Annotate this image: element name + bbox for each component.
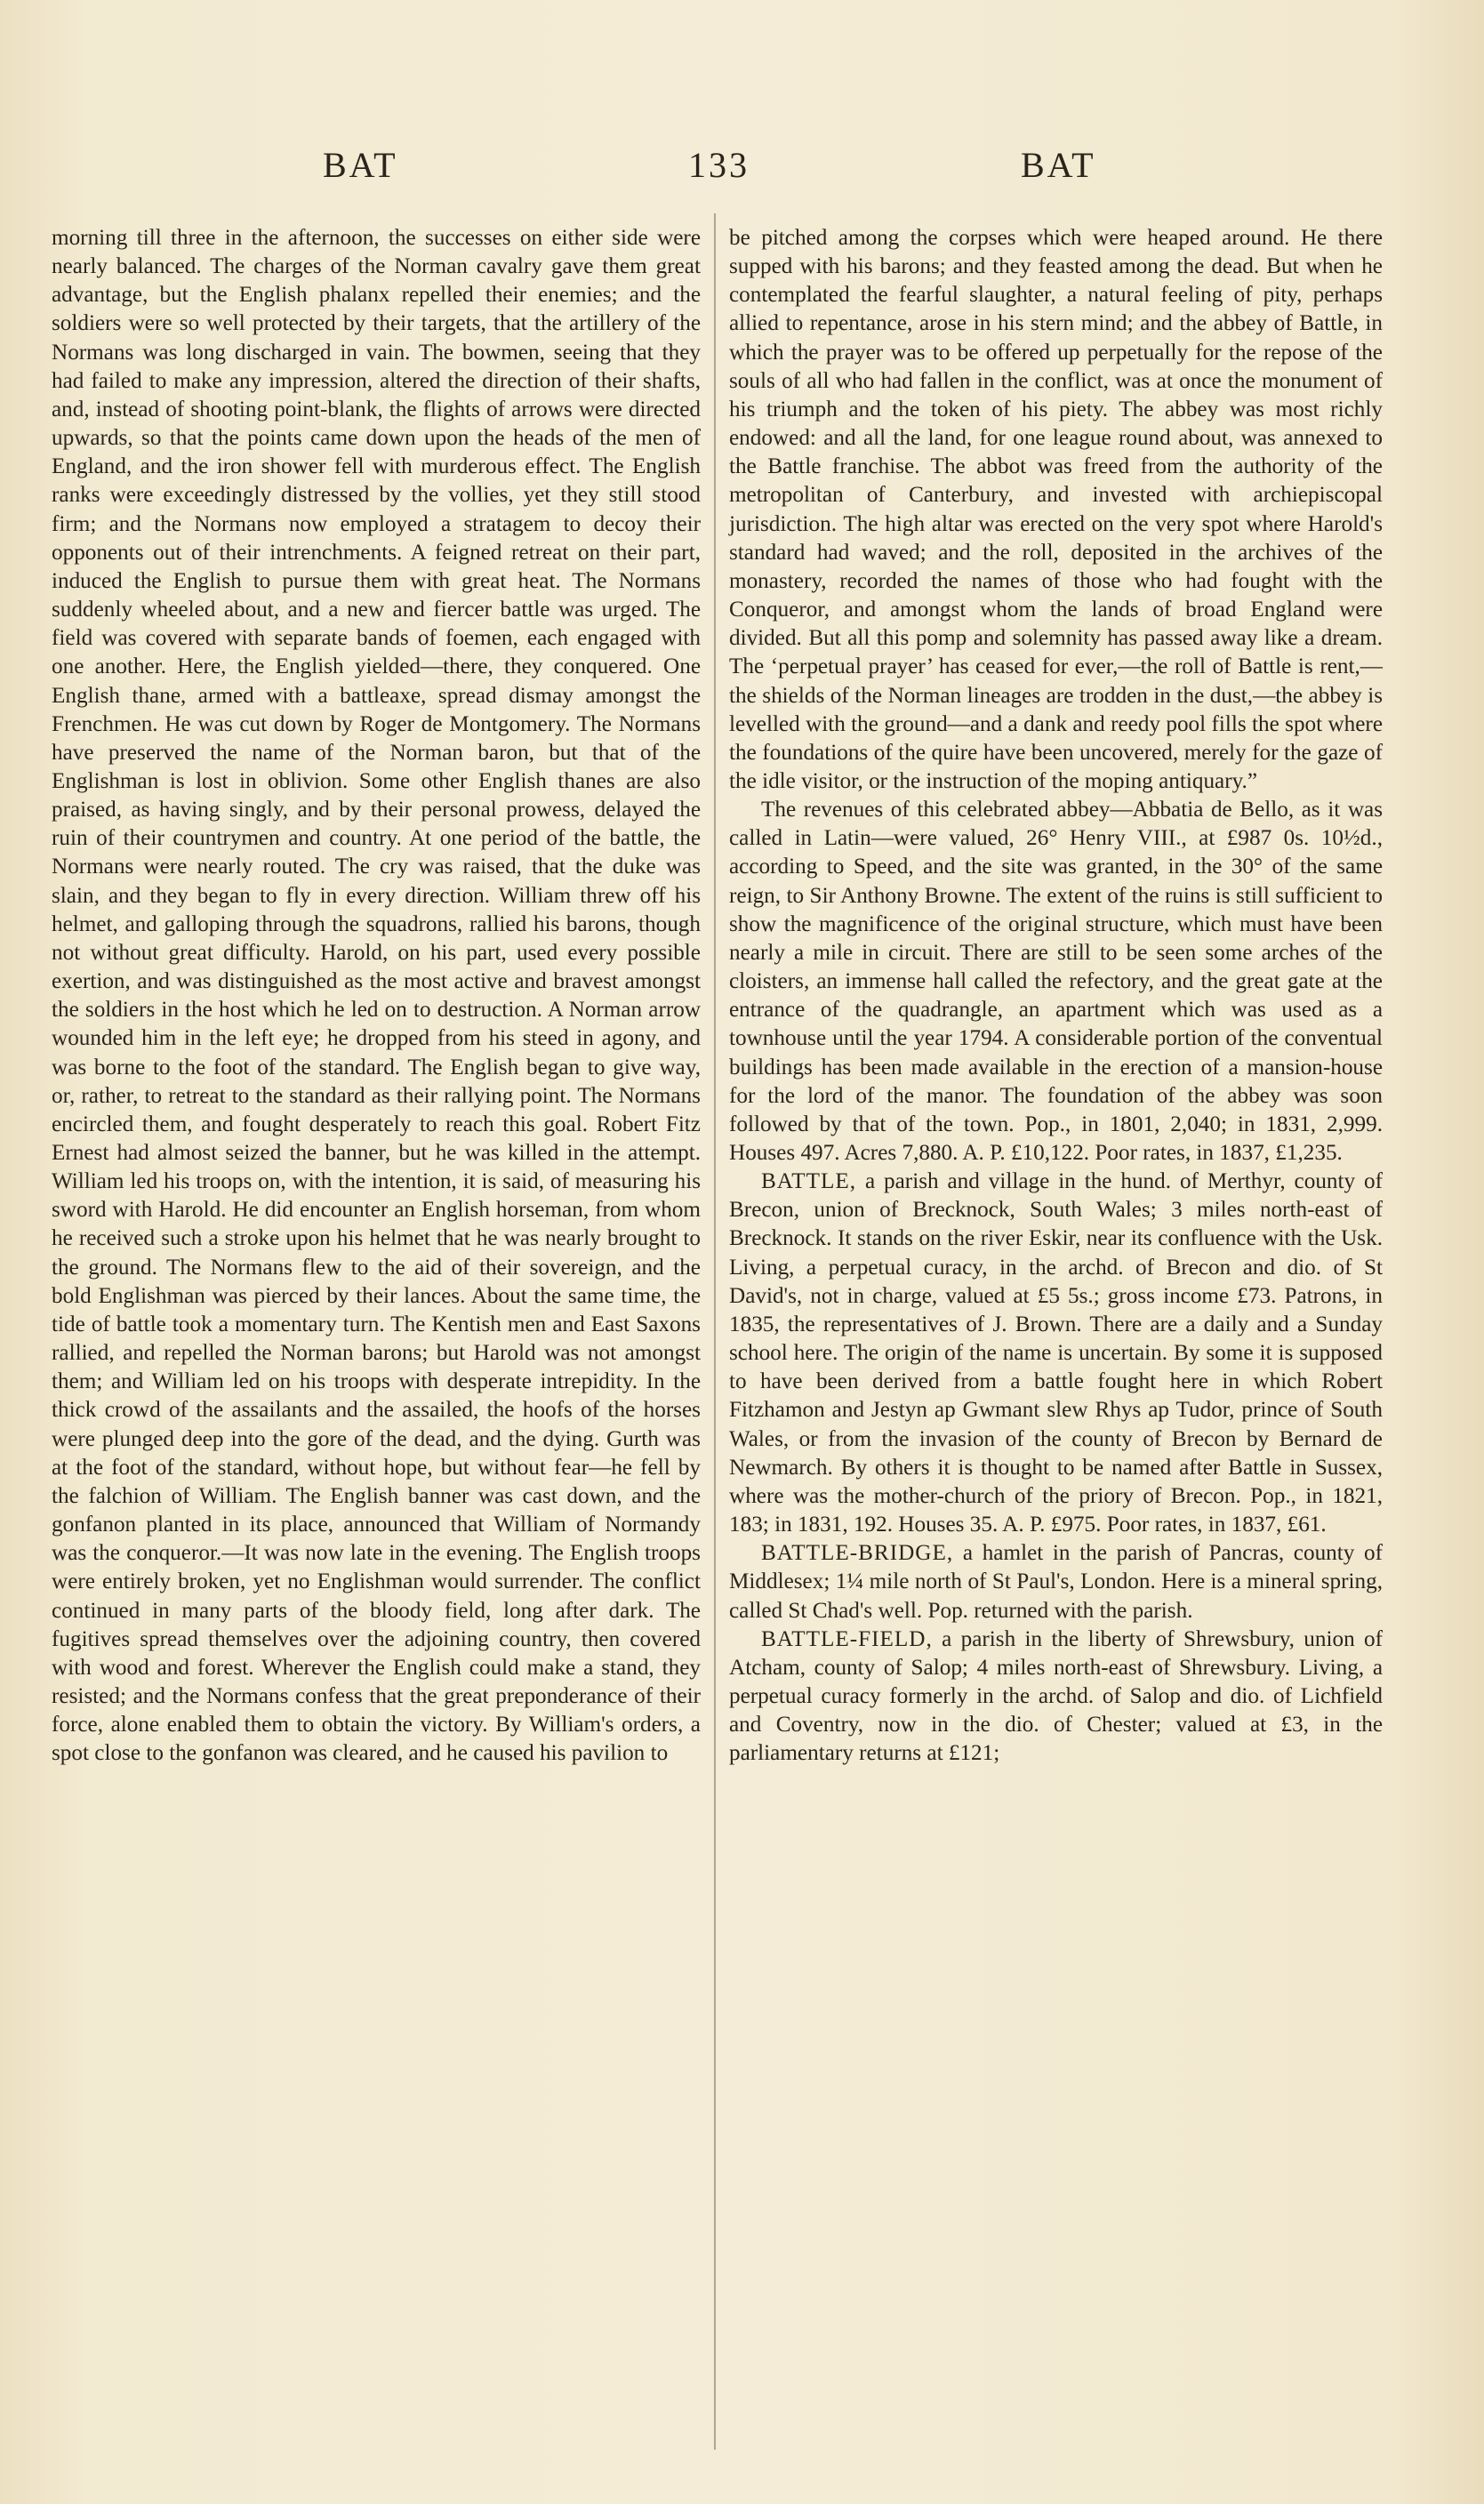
entry-headword: BATTLE-FIELD, — [761, 1626, 933, 1651]
left-column — [52, 224, 701, 1768]
gazetteer-entry-battle-field — [729, 1625, 1383, 1769]
gazetteer-entry-battle — [729, 1168, 1383, 1539]
right-paragraph-1: be pitched among the corpses which were heaped around. He there supped with his barons; and they feasted among the dead. But when he contemplated the fearful slaughter, a natural feeling of pity, perhaps allied to repentance, arose in his stern mind; and the abbey of Battle, in which the prayer was to be offered up perpetually for the repose of the souls of all who had fallen in the conflict, was at once the monument of his triumph and the token of his piety. The abbey was most richly endowed: and all the land, for one league round about, was annexed to the Battle franchise. The abbot was freed from the authority of the metropolitan of Canterbury, and invested with archiepiscopal jurisdiction. The high altar was erected on the very spot where Harold's standard had waved; and the roll, deposited in the archives of the monastery, recorded the names of those who had fought with the Conqueror, and amongst whom the lands of broad England were divided. But all this pomp and solemnity has passed away like a dream. The ‘perpetual prayer’ has ceased for ever,—the roll of Battle is rent,—the shields of the Norman lineages are trodden in the dust,—the abbey is levelled with the ground—and a dank and reedy pool fills the spot where the foundations of the quire have been uncovered, merely for the gaze of the idle visitor, or the instruction of the moping antiquary.” — [729, 226, 1383, 793]
entry-headword: BATTLE, — [761, 1169, 857, 1194]
page-number: 133 — [688, 145, 750, 185]
column-divider — [714, 213, 716, 2450]
running-header — [0, 144, 1484, 189]
entry-headword: BATTLE-BRIDGE, — [761, 1541, 954, 1566]
header-right-word: BAT — [1021, 145, 1096, 185]
entry-body: a parish and village in the hund. of Merthyr, county of Brecon, union of Brecknock, South Wales; 3 miles north-east of Brecknock. It stands on the river Eskir, near its confluence with the Usk. Living, a perpetual curacy, in the archd. of Brecon and dio. of St David's, not in charge, valued at £5 5s.; gross income £73. Patrons, in 1835, the representatives of J. Brown. There are a daily and a Sunday school here. The origin of the name is uncertain. By some it is supposed to have been derived from a battle fought here in which Robert Fitzhamon and Jestyn ap Gwmant slew Rhys ap Tudor, prince of South Wales, or from the invasion of the county of Brecon by Bernard de Newmarch. By others it is thought to be named after Battle in Sussex, where was the mother-church of the priory of Brecon. Pop., in 1821, 183; in 1831, 192. Houses 35. A. P. £975. Poor rates, in 1837, £61. — [729, 1169, 1383, 1537]
right-column — [729, 224, 1383, 1768]
gazetteer-entry-battle-bridge — [729, 1539, 1383, 1625]
entry-body: a parish in the liberty of Shrewsbury, union of Atcham, county of Salop; 4 miles north-east of Shrewsbury. Living, a perpetual curacy formerly in the archd. of Salop and dio. of Lichfield and Coventry, now in the dio. of Chester; valued at £3, in the parliamentary returns at £121; — [729, 1626, 1383, 1766]
right-paragraph-2: The revenues of this celebrated abbey—Abbatia de Bello, as it was called in Latin—were valued, 26° Henry VIII., at £987 0s. 10½d., according to Speed, and the site was granted, in the 30° of the same reign, to Sir Anthony Browne. The extent of the ruins is still sufficient to show the magnificence of the original structure, which must have been nearly a mile in circuit. There are still to be seen some arches of the cloisters, an immense hall called the refectory, and the great gate at the entrance of the quadrangle, an apartment which was used as a townhouse until the year 1794. A considerable portion of the conventual buildings has been made available in the erection of a mansion-house for the lord of the manor. The foundation of the abbey was soon followed by that of the town. Pop., in 1801, 2,040; in 1831, 2,999. Houses 497. Acres 7,880. A. P. £10,122. Poor rates, in 1837, £1,235. — [729, 798, 1383, 1165]
header-left-word: BAT — [323, 145, 398, 185]
entry-body: a hamlet in the parish of Pancras, county of Middlesex; 1¼ mile north of St Paul's, London. Here is a mineral spring, called St Chad's well. Pop. returned with the parish. — [729, 1541, 1383, 1623]
left-column-text: morning till three in the afternoon, the successes on either side were nearly balanced. The charges of the Norman cavalry gave them great advantage, but the English phalanx repelled their enemies; and the soldiers were so well protected by their targets, that the artillery of the Normans was long discharged in vain. The bowmen, seeing that they had failed to make any impression, altered the direction of their shafts, and, instead of shooting point-blank, the flights of arrows were directed upwards, so that the points came down upon the heads of the men of England, and the iron shower fell with murderous effect. The English ranks were exceedingly distressed by the vollies, yet they still stood firm; and the Normans now employed a stratagem to decoy their opponents out of their intrenchments. A feigned retreat on their part, induced the English to pursue them with great heat. The Normans suddenly wheeled about, and a new and fiercer battle was urged. The field was covered with separate bands of foemen, each engaged with one another. Here, the English yielded—there, they conquered. One English thane, armed with a battleaxe, spread dismay amongst the Frenchmen. He was cut down by Roger de Montgomery. The Normans have preserved the name of the Norman baron, but that of the Englishman is lost in oblivion. Some other English thanes are also praised, as having singly, and by their personal prowess, delayed the ruin of their countrymen and country. At one period of the battle, the Normans were nearly routed. The cry was raised, that the duke was slain, and they began to fly in every direction. William threw off his helmet, and galloping through the squadrons, rallied his barons, though not without great difficulty. Harold, on his part, used every possible exertion, and was distinguished as the most active and bravest amongst the soldiers in the host which he led on to destruction. A Norman arrow wounded him in the left eye; he dropped from his steed in agony, and was borne to the foot of the standard. The English began to give way, or, rather, to retreat to the standard as their rallying point. The Normans encircled them, and fought desperately to reach this goal. Robert Fitz Ernest had almost seized the banner, but he was killed in the attempt. William led his troops on, with the intention, it is said, of measuring his sword with Harold. He did encounter an English horseman, from whom he received such a stroke upon his helmet that he was nearly brought to the ground. The Normans flew to the aid of their sovereign, and the bold Englishman was pierced by their lances. About the same time, the tide of battle took a momentary turn. The Kentish men and East Saxons rallied, and repelled the Norman barons; but Harold was not amongst them; and William led on his troops with desperate intrepidity. In the thick crowd of the assailants and the assailed, the hoofs of the horses were plunged deep into the gore of the dead, and the dying. Gurth was at the foot of the standard, without hope, but without fear—he fell by the falchion of William. The English banner was cast down, and the gonfanon planted in its place, announced that William of Normandy was the conqueror.—It was now late in the evening. The English troops were entirely broken, yet no Englishman would surrender. The conflict continued in many parts of the bloody field, long after dark. The fugitives spread themselves over the adjoining country, then covered with wood and forest. Wherever the English could make a stand, they resisted; and the Normans confess that the great preponderance of their force, alone enabled them to obtain the victory. By William's orders, a spot close to the gonfanon was cleared, and he caused his pavilion to — [52, 226, 701, 1766]
